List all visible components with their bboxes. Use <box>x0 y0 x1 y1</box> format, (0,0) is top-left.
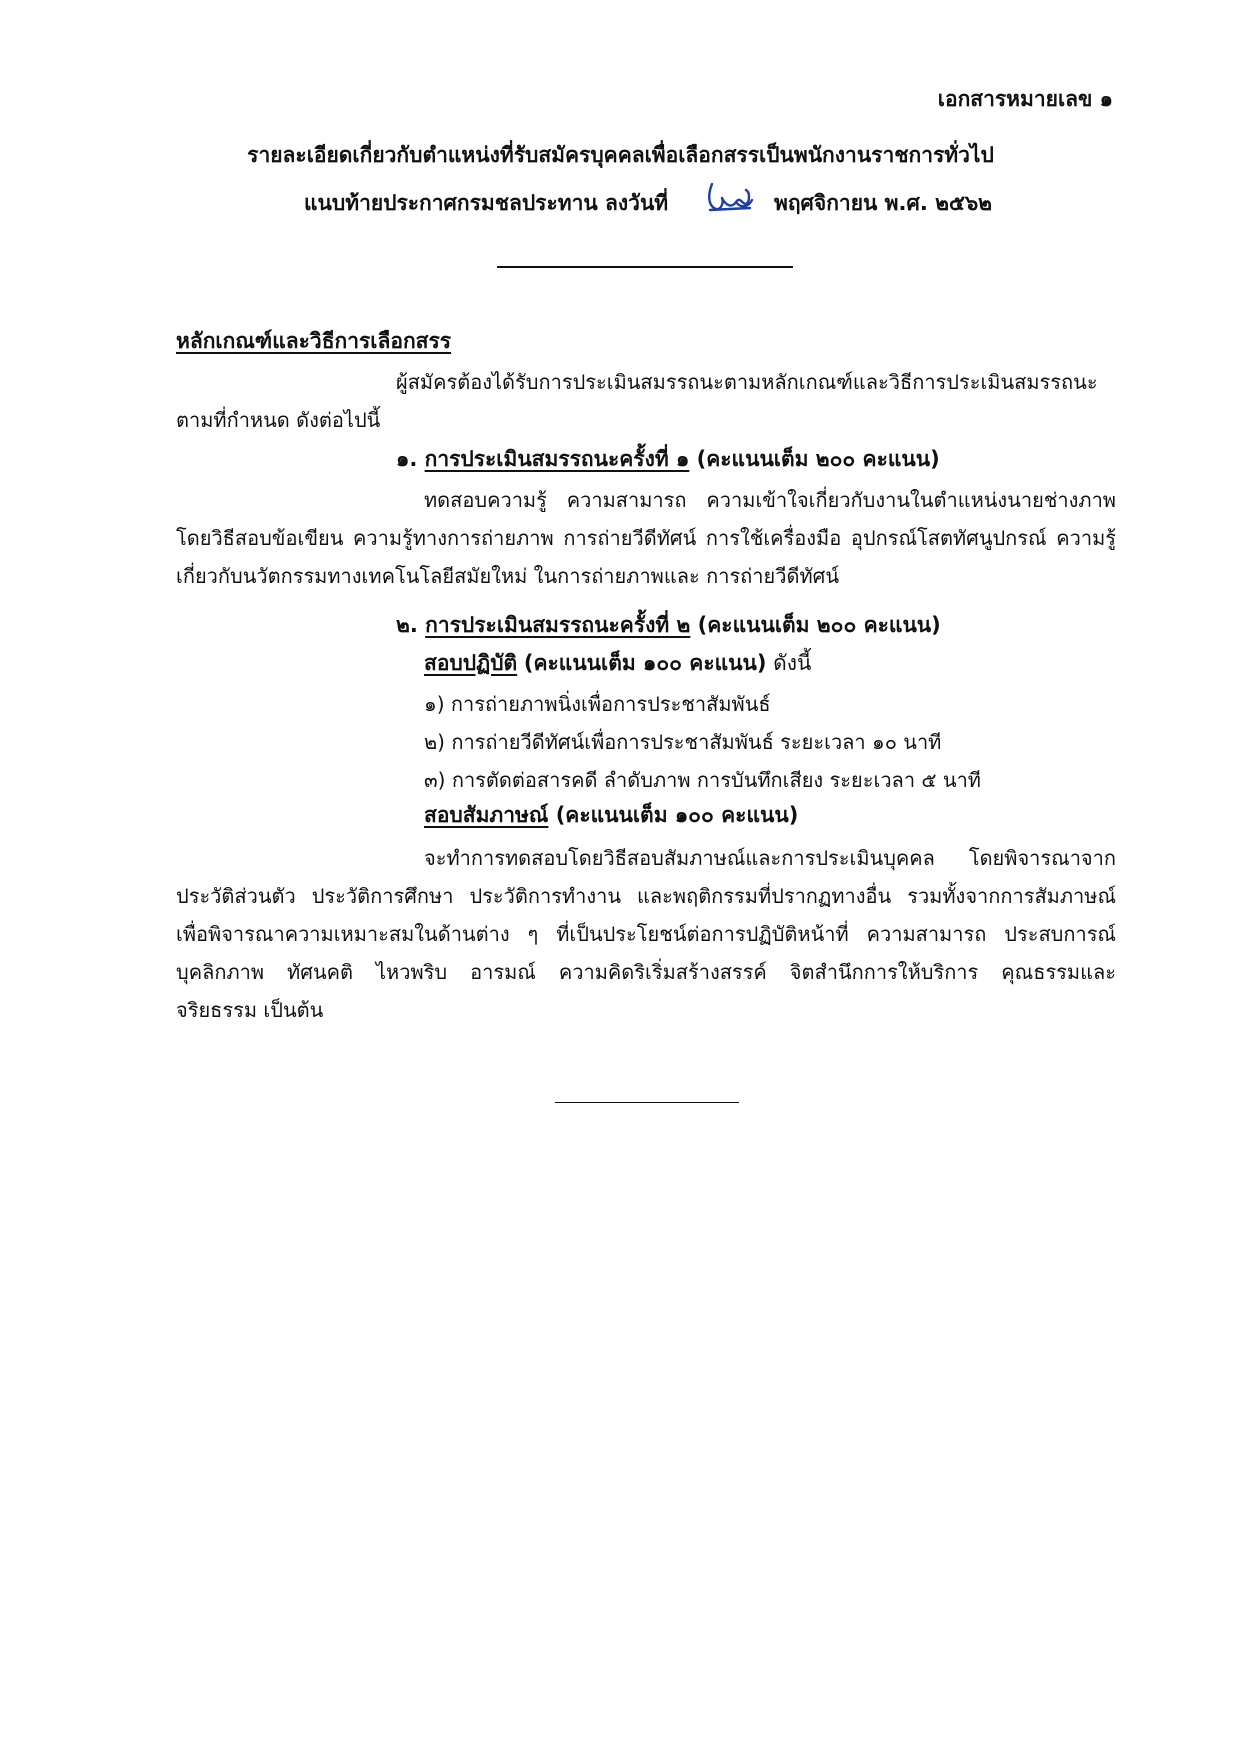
assessment-2-para-line-4: บุคลิกภาพ ทัศนคติ ไหวพริบ อารมณ์ ความคิดริเริ่มสร้างสรรค์ จิตสำนึกการให้บริการ คุณธรรมและ <box>176 960 1116 984</box>
practical-exam-score: (คะแนนเต็ม ๑๐๐ คะแนน) <box>523 651 767 675</box>
assessment-1-para-line-1: ทดสอบความรู้ ความสามารถ ความเข้าใจเกี่ยวกับงานในตำแหน่งนายช่างภาพ <box>424 488 1116 512</box>
title-line-2-suffix: พฤศจิกายน พ.ศ. ๒๕๖๒ <box>774 191 993 215</box>
intro-line-1: ผู้สมัครต้องได้รับการประเมินสมรรถนะตามหลักเกณฑ์และวิธีการประเมินสมรรถนะ <box>396 370 1098 394</box>
assessment-1-number: ๑. <box>396 447 418 471</box>
title-divider <box>497 266 793 268</box>
title-line-1: รายละเอียดเกี่ยวกับตำแหน่งที่รับสมัครบุคคลเพื่อเลือกสรรเป็นพนักงานราชการทั่วไป <box>247 143 994 167</box>
assessment-1-para-line-3: เกี่ยวกับนวัตกรรมทางเทคโนโลยีสมัยใหม่ ในการถ่ายภาพและ การถ่ายวีดีทัศน์ <box>176 564 840 588</box>
interview-exam-label: สอบสัมภาษณ์ <box>424 803 549 827</box>
practical-item: ๑) การถ่ายภาพนิ่งเพื่อการประชาสัมพันธ์ <box>424 692 771 716</box>
handwritten-date-signature <box>706 178 754 214</box>
assessment-2-para-line-3: เพื่อพิจารณาความเหมาะสมในด้านต่าง ๆ ที่เป็นประโยชน์ต่อการปฏิบัติหน้าที่ ความสามารถ ประสบการณ์ <box>176 922 1116 946</box>
practical-item: ๒) การถ่ายวีดีทัศน์เพื่อการประชาสัมพันธ์ ระยะเวลา ๑๐ นาที <box>424 730 942 754</box>
assessment-1-title: การประเมินสมรรถนะครั้งที่ ๑ <box>424 447 690 471</box>
assessment-2-title: การประเมินสมรรถนะครั้งที่ ๒ <box>425 613 691 637</box>
assessment-1-heading <box>396 444 940 474</box>
assessment-2-para-line-1: จะทำการทดสอบโดยวิธีสอบสัมภาษณ์และการประเมินบุคคล โดยพิจารณาจาก <box>424 846 1116 870</box>
assessment-2-para-line-2: ประวัติส่วนตัว ประวัติการศึกษา ประวัติการทำงาน และพฤติกรรมที่ปรากฏทางอื่น รวมทั้งจากการสัมภาษณ์ <box>176 884 1116 908</box>
interview-exam-heading <box>424 800 798 830</box>
intro-line-2: ตามที่กำหนด ดังต่อไปนี้ <box>176 408 381 432</box>
practical-item: ๓) การตัดต่อสารคดี ลำดับภาพ การบันทึกเสียง ระยะเวลา ๕ นาที <box>424 768 981 792</box>
assessment-2-score: (คะแนนเต็ม ๒๐๐ คะแนน) <box>697 613 941 637</box>
assessment-1-para-line-2: โดยวิธีสอบข้อเขียน ความรู้ทางการถ่ายภาพ การถ่ายวีดีทัศน์ การใช้เครื่องมือ อุปกรณ์โสตทัศนูปกรณ์ ความรู้ <box>176 526 1116 550</box>
end-divider <box>555 1102 739 1103</box>
assessment-2-number: ๒. <box>396 613 418 637</box>
interview-exam-score: (คะแนนเต็ม ๑๐๐ คะแนน) <box>555 803 799 827</box>
practical-exam-heading <box>424 648 811 678</box>
document-number: เอกสารหมายเลข ๑ <box>937 87 1113 111</box>
assessment-1-score: (คะแนนเต็ม ๒๐๐ คะแนน) <box>696 447 940 471</box>
assessment-2-heading <box>396 610 941 640</box>
section-heading: หลักเกณฑ์และวิธีการเลือกสรร <box>176 329 452 353</box>
practical-exam-label: สอบปฏิบัติ <box>424 651 518 675</box>
assessment-2-para-line-5: จริยธรรม เป็นต้น <box>176 998 324 1022</box>
title-line-2-prefix: แนบท้ายประกาศกรมชลประทาน ลงวันที่ <box>304 191 669 215</box>
practical-exam-suffix: ดังนี้ <box>773 651 812 675</box>
